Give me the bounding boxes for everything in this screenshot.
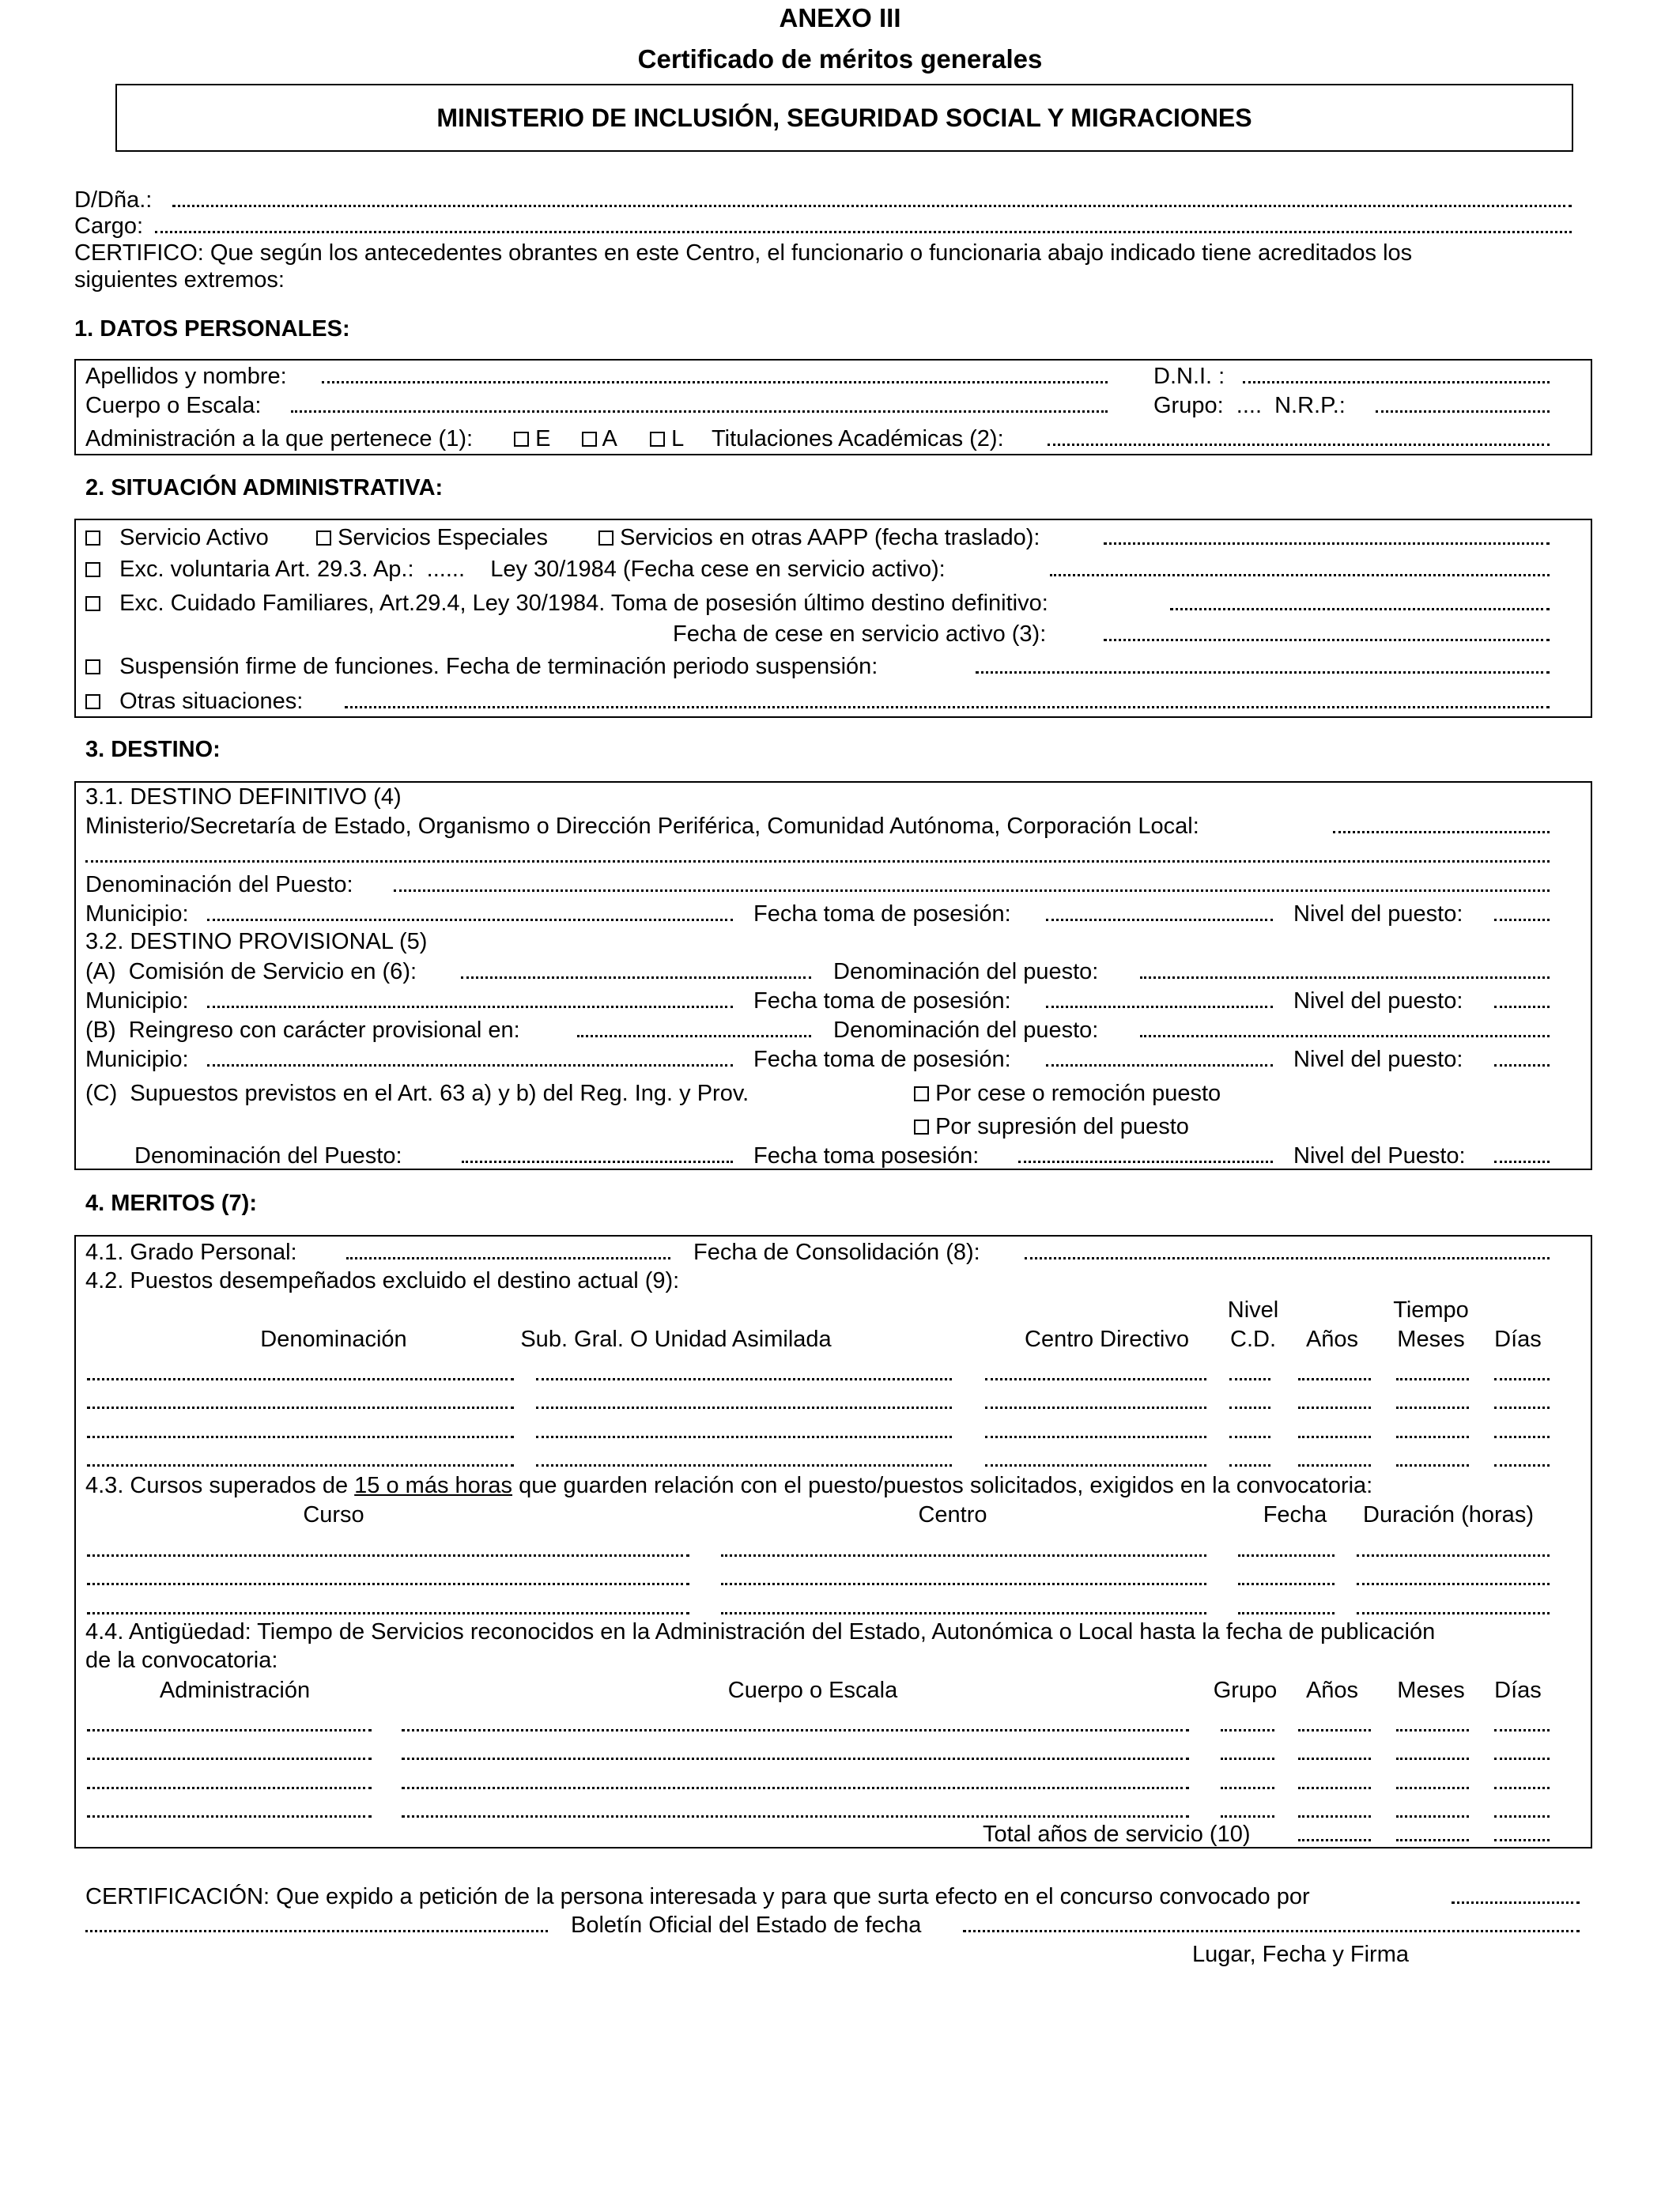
supresion-option[interactable]: Por supresión del puesto	[914, 1116, 1189, 1139]
col-fecha: Fecha	[1263, 1502, 1327, 1527]
antig-row4-field5[interactable]	[1396, 1815, 1469, 1818]
antig-row4-field6[interactable]	[1494, 1815, 1550, 1818]
antig-row4-field1[interactable]	[87, 1815, 372, 1818]
puestos-row1-field5[interactable]	[1298, 1378, 1371, 1380]
fecha-cese-label: Fecha de cese en servicio activo (3):	[673, 621, 1047, 647]
otras-field[interactable]	[345, 706, 1550, 708]
certifico-text: CERTIFICO: Que según los antecedentes obrantes en este Centro, el funcionario o funcionaria abajo indicado tiene acreditados los	[74, 240, 1413, 266]
cursos-row2-field2[interactable]	[721, 1583, 1206, 1585]
antig-row2-field5[interactable]	[1396, 1758, 1469, 1760]
option-a[interactable]: A	[582, 428, 617, 451]
cursos-row2-field4[interactable]	[1357, 1583, 1550, 1585]
nivel-field[interactable]	[1494, 919, 1550, 921]
antig-row3-field5[interactable]	[1396, 1787, 1469, 1789]
section4-heading: 4. MERITOS (7):	[85, 1191, 257, 1216]
cursos-row3-field1[interactable]	[87, 1612, 689, 1614]
puestos-row3-field4[interactable]	[1229, 1436, 1270, 1438]
checkbox-suspension[interactable]	[85, 659, 100, 674]
comision-field[interactable]	[461, 976, 811, 979]
ministry-name: MINISTERIO DE INCLUSIÓN, SEGURIDAD SOCIAL Y MIGRACIONES	[436, 104, 1252, 132]
otras-aapp-option[interactable]: Servicios en otras AAPP (fecha traslado):	[598, 527, 1040, 549]
puestos-row3-field5[interactable]	[1298, 1436, 1371, 1438]
otras-aapp-field[interactable]	[1104, 542, 1550, 545]
nrp-field[interactable]	[1376, 410, 1550, 413]
col-administracion: Administración	[159, 1678, 311, 1703]
nivel-label: Nivel del puesto:	[1293, 901, 1463, 927]
exc-voluntaria-field[interactable]	[1050, 574, 1550, 576]
checkbox-l[interactable]	[650, 432, 665, 447]
col-duracion: Duración (horas)	[1363, 1502, 1534, 1527]
administracion-label: Administración a la que pertenece (1):	[85, 426, 474, 451]
puestos-row1-field6[interactable]	[1396, 1378, 1469, 1380]
annex-title: ANEXO III	[779, 3, 901, 32]
cargo-label: Cargo:	[74, 213, 144, 239]
cursos-row3-field4[interactable]	[1357, 1612, 1550, 1614]
total-label: Total años de servicio (10)	[983, 1822, 1251, 1847]
checkbox-especiales[interactable]	[316, 531, 331, 546]
cursos-row1-field1[interactable]	[87, 1554, 689, 1557]
col-curso: Curso	[303, 1502, 364, 1527]
b-denominacion-label: Denominación del puesto:	[833, 1018, 1099, 1043]
suspension-option[interactable]: Suspensión firme de funciones. Fecha de terminación periodo suspensión:	[85, 655, 878, 678]
col-cursos-centro: Centro	[918, 1502, 987, 1527]
col-centro: Centro Directivo	[1025, 1327, 1189, 1352]
exc-voluntaria-option[interactable]: Exc. voluntaria Art. 29.3. Ap.: ...... Ley 30/1984 (Fecha cese en servicio activo):	[85, 558, 946, 581]
apellidos-field[interactable]	[322, 381, 1108, 383]
option-l[interactable]: L	[650, 428, 684, 451]
b-fecha-toma-field[interactable]	[1046, 1064, 1273, 1067]
antig-row3-field4[interactable]	[1298, 1787, 1371, 1789]
antig-row3-field6[interactable]	[1494, 1787, 1550, 1789]
a-denominacion-field[interactable]	[1140, 976, 1550, 979]
dona-field[interactable]	[172, 205, 1572, 207]
dona-label: D/Dña.:	[74, 187, 153, 213]
cursos-title: 4.3. Cursos superados de 15 o más horas que guarden relación con el puesto/puestos solicitados, exigidos en la convocatoria:	[85, 1473, 1373, 1498]
c-fecha-toma-field[interactable]	[1018, 1161, 1273, 1163]
antig-row1-field6[interactable]	[1494, 1729, 1550, 1731]
checkbox-otras[interactable]	[85, 694, 100, 709]
total-anos-field[interactable]	[1298, 1839, 1371, 1841]
comision-label: (A) Comisión de Servicio en (6):	[85, 959, 417, 984]
puestos-title: 4.2. Puestos desempeñados excluido el destino actual (9):	[85, 1268, 680, 1293]
cursos-row2-field1[interactable]	[87, 1583, 689, 1585]
grado-label: 4.1. Grado Personal:	[85, 1240, 297, 1265]
checkbox-exc-cuidado[interactable]	[85, 596, 100, 611]
puestos-row1-field2[interactable]	[536, 1378, 952, 1380]
b-nivel-label: Nivel del puesto:	[1293, 1047, 1463, 1072]
option-e[interactable]: E	[514, 428, 550, 451]
boletin-fecha-field[interactable]	[963, 1930, 1580, 1932]
antig-row1-field2[interactable]	[402, 1729, 1189, 1731]
titulaciones-label: Titulaciones Académicas (2):	[712, 426, 1004, 451]
antig-row2-field1[interactable]	[87, 1758, 372, 1760]
antig-row1-field3[interactable]	[1221, 1729, 1274, 1731]
puestos-row1-field4[interactable]	[1229, 1378, 1270, 1380]
consolidacion-label: Fecha de Consolidación (8):	[693, 1240, 980, 1265]
b-denominacion-field[interactable]	[1140, 1035, 1550, 1037]
a-nivel-label: Nivel del puesto:	[1293, 988, 1463, 1014]
fecha-toma-field[interactable]	[1046, 919, 1273, 921]
exc-cuidado-field[interactable]	[1170, 608, 1550, 610]
antig-row1-field4[interactable]	[1298, 1729, 1371, 1731]
antig-row3-field3[interactable]	[1221, 1787, 1274, 1789]
checkbox-exc-voluntaria[interactable]	[85, 562, 100, 577]
b-municipio-label: Municipio:	[85, 1047, 189, 1072]
col-denominacion: Denominación	[260, 1327, 407, 1352]
col-nivel: Nivel	[1227, 1297, 1279, 1323]
col-cuerpo: Cuerpo o Escala	[727, 1678, 898, 1703]
puestos-row4-field1[interactable]	[87, 1464, 514, 1467]
b-municipio-field[interactable]	[207, 1064, 733, 1067]
antiguedad-title-2: de la convocatoria:	[85, 1648, 278, 1673]
puestos-row1-field3[interactable]	[985, 1378, 1206, 1380]
col-cd: C.D.	[1230, 1327, 1276, 1352]
col-antig-meses: Meses	[1397, 1678, 1465, 1703]
puestos-row3-field7[interactable]	[1494, 1436, 1550, 1438]
puestos-row4-field7[interactable]	[1494, 1464, 1550, 1467]
c-denominacion-field[interactable]	[462, 1161, 733, 1163]
boletin-pre-field[interactable]	[85, 1930, 548, 1932]
col-anos: Años	[1305, 1327, 1359, 1352]
a-municipio-field[interactable]	[207, 1006, 733, 1008]
checkbox-a[interactable]	[582, 432, 597, 447]
fecha-cese-field[interactable]	[1104, 639, 1550, 641]
a-municipio-label: Municipio:	[85, 988, 189, 1014]
municipio-label: Municipio:	[85, 901, 189, 927]
antig-row2-field3[interactable]	[1221, 1758, 1274, 1760]
destino-provisional-title: 3.2. DESTINO PROVISIONAL (5)	[85, 929, 428, 954]
cursos-row1-field2[interactable]	[721, 1554, 1206, 1557]
especiales-option[interactable]: Servicios Especiales	[316, 527, 548, 549]
antig-row4-field2[interactable]	[402, 1815, 1189, 1818]
ministerio-field[interactable]	[1333, 831, 1550, 833]
cargo-field[interactable]	[155, 231, 1572, 233]
puestos-row2-field7[interactable]	[1494, 1407, 1550, 1409]
antig-row2-field2[interactable]	[402, 1758, 1189, 1760]
grupo-label: Grupo: .... N.R.P.:	[1153, 393, 1346, 418]
antig-row4-field3[interactable]	[1221, 1815, 1274, 1818]
checkbox-supresion[interactable]	[914, 1120, 929, 1135]
antig-row3-field2[interactable]	[402, 1787, 1189, 1789]
puestos-row2-field6[interactable]	[1396, 1407, 1469, 1409]
puestos-row4-field3[interactable]	[985, 1464, 1206, 1467]
col-meses: Meses	[1397, 1327, 1465, 1352]
total-meses-field[interactable]	[1396, 1839, 1469, 1841]
col-subgral: Sub. Gral. O Unidad Asimilada	[520, 1327, 832, 1352]
exc-cuidado-option[interactable]: Exc. Cuidado Familiares, Art.29.4, Ley 30/1984. Toma de posesión último destino definitivo:	[85, 592, 1048, 615]
cursos-row1-field3[interactable]	[1238, 1554, 1335, 1557]
col-grupo: Grupo	[1213, 1678, 1278, 1703]
titulaciones-field[interactable]	[1048, 444, 1550, 446]
puestos-row4-field2[interactable]	[536, 1464, 952, 1467]
col-antig-dias: Días	[1494, 1678, 1542, 1703]
a-fecha-toma-field[interactable]	[1046, 1006, 1273, 1008]
cursos-row3-field2[interactable]	[721, 1612, 1206, 1614]
a-denominacion-label: Denominación del puesto:	[833, 959, 1099, 984]
certificacion-text: CERTIFICACIÓN: Que expido a petición de la persona interesada y para que surta efecto en el concurso convocado por	[85, 1884, 1310, 1909]
puestos-row3-field2[interactable]	[536, 1436, 952, 1438]
denominacion-label: Denominación del Puesto:	[85, 872, 353, 897]
cuerpo-label: Cuerpo o Escala:	[85, 393, 262, 418]
section2-heading: 2. SITUACIÓN ADMINISTRATIVA:	[85, 475, 444, 500]
c-fecha-toma-label: Fecha toma posesión:	[753, 1143, 980, 1169]
checkbox-cese[interactable]	[914, 1086, 929, 1101]
antig-row1-field5[interactable]	[1396, 1729, 1469, 1731]
dni-label: D.N.I. :	[1153, 364, 1225, 389]
cursos-row1-field4[interactable]	[1357, 1554, 1550, 1557]
apellidos-label: Apellidos y nombre:	[85, 364, 287, 389]
cese-option[interactable]: Por cese o remoción puesto	[914, 1082, 1221, 1105]
puestos-row4-field4[interactable]	[1229, 1464, 1270, 1467]
col-dias: Días	[1494, 1327, 1542, 1352]
checkbox-otras-aapp[interactable]	[598, 531, 613, 546]
consolidacion-field[interactable]	[1025, 1257, 1550, 1259]
destino-definitivo-title: 3.1. DESTINO DEFINITIVO (4)	[85, 784, 402, 810]
antiguedad-title: 4.4. Antigüedad: Tiempo de Servicios reconocidos en la Administración del Estado, Autonómica o Local hasta la fecha de publicación	[85, 1619, 1436, 1645]
antig-row1-field1[interactable]	[87, 1729, 372, 1731]
reingreso-label: (B) Reingreso con carácter provisional en:	[85, 1018, 520, 1043]
ministerio-field-2[interactable]	[85, 860, 1550, 863]
puestos-row2-field1[interactable]	[87, 1407, 514, 1409]
municipio-field[interactable]	[207, 919, 733, 921]
ministerio-label: Ministerio/Secretaría de Estado, Organismo o Dirección Periférica, Comunidad Autónoma, Corporación Local:	[85, 814, 1199, 839]
grado-field[interactable]	[346, 1257, 670, 1259]
puestos-row4-field5[interactable]	[1298, 1464, 1371, 1467]
supuestos-label: (C) Supuestos previstos en el Art. 63 a) y b) del Reg. Ing. y Prov.	[85, 1081, 749, 1106]
puestos-row3-field6[interactable]	[1396, 1436, 1469, 1438]
antig-row4-field4[interactable]	[1298, 1815, 1371, 1818]
puestos-row2-field2[interactable]	[536, 1407, 952, 1409]
section3-heading: 3. DESTINO:	[85, 737, 221, 762]
cuerpo-field[interactable]	[291, 410, 1108, 413]
c-denominacion-label: Denominación del Puesto:	[134, 1143, 402, 1169]
firma-label: Lugar, Fecha y Firma	[1192, 1942, 1409, 1967]
page-title: Certificado de méritos generales	[637, 44, 1043, 74]
suspension-field[interactable]	[976, 671, 1550, 674]
certifico-text-2: siguientes extremos:	[74, 267, 285, 293]
section1-heading: 1. DATOS PERSONALES:	[74, 316, 350, 342]
b-nivel-field[interactable]	[1494, 1064, 1550, 1067]
activo-option[interactable]: Servicio Activo	[85, 527, 269, 549]
col-antig-anos: Años	[1305, 1678, 1359, 1703]
boletin-label: Boletín Oficial del Estado de fecha	[571, 1913, 922, 1938]
puestos-row2-field5[interactable]	[1298, 1407, 1371, 1409]
puestos-row2-field3[interactable]	[985, 1407, 1206, 1409]
cursos-row2-field3[interactable]	[1238, 1583, 1335, 1585]
puestos-row3-field1[interactable]	[87, 1436, 514, 1438]
total-dias-field[interactable]	[1494, 1839, 1550, 1841]
puestos-row3-field3[interactable]	[985, 1436, 1206, 1438]
a-fecha-toma-label: Fecha toma de posesión:	[753, 988, 1011, 1014]
c-nivel-field[interactable]	[1494, 1161, 1550, 1163]
dni-field[interactable]	[1243, 381, 1550, 383]
denominacion-field[interactable]	[394, 889, 1550, 892]
puestos-row2-field4[interactable]	[1229, 1407, 1270, 1409]
antig-row3-field1[interactable]	[87, 1787, 372, 1789]
convocado-field[interactable]	[1452, 1901, 1580, 1904]
fecha-toma-label: Fecha toma de posesión:	[753, 901, 1011, 927]
b-fecha-toma-label: Fecha toma de posesión:	[753, 1047, 1011, 1072]
cursos-row3-field3[interactable]	[1238, 1612, 1335, 1614]
puestos-row1-field1[interactable]	[87, 1378, 514, 1380]
otras-option[interactable]: Otras situaciones:	[85, 690, 303, 713]
puestos-row1-field7[interactable]	[1494, 1378, 1550, 1380]
checkbox-e[interactable]	[514, 432, 529, 447]
puestos-row4-field6[interactable]	[1396, 1464, 1469, 1467]
antig-row2-field6[interactable]	[1494, 1758, 1550, 1760]
c-nivel-label: Nivel del Puesto:	[1293, 1143, 1466, 1169]
col-tiempo: Tiempo	[1393, 1297, 1469, 1323]
reingreso-field[interactable]	[577, 1035, 811, 1037]
a-nivel-field[interactable]	[1494, 1006, 1550, 1008]
checkbox-activo[interactable]	[85, 531, 100, 546]
antig-row2-field4[interactable]	[1298, 1758, 1371, 1760]
